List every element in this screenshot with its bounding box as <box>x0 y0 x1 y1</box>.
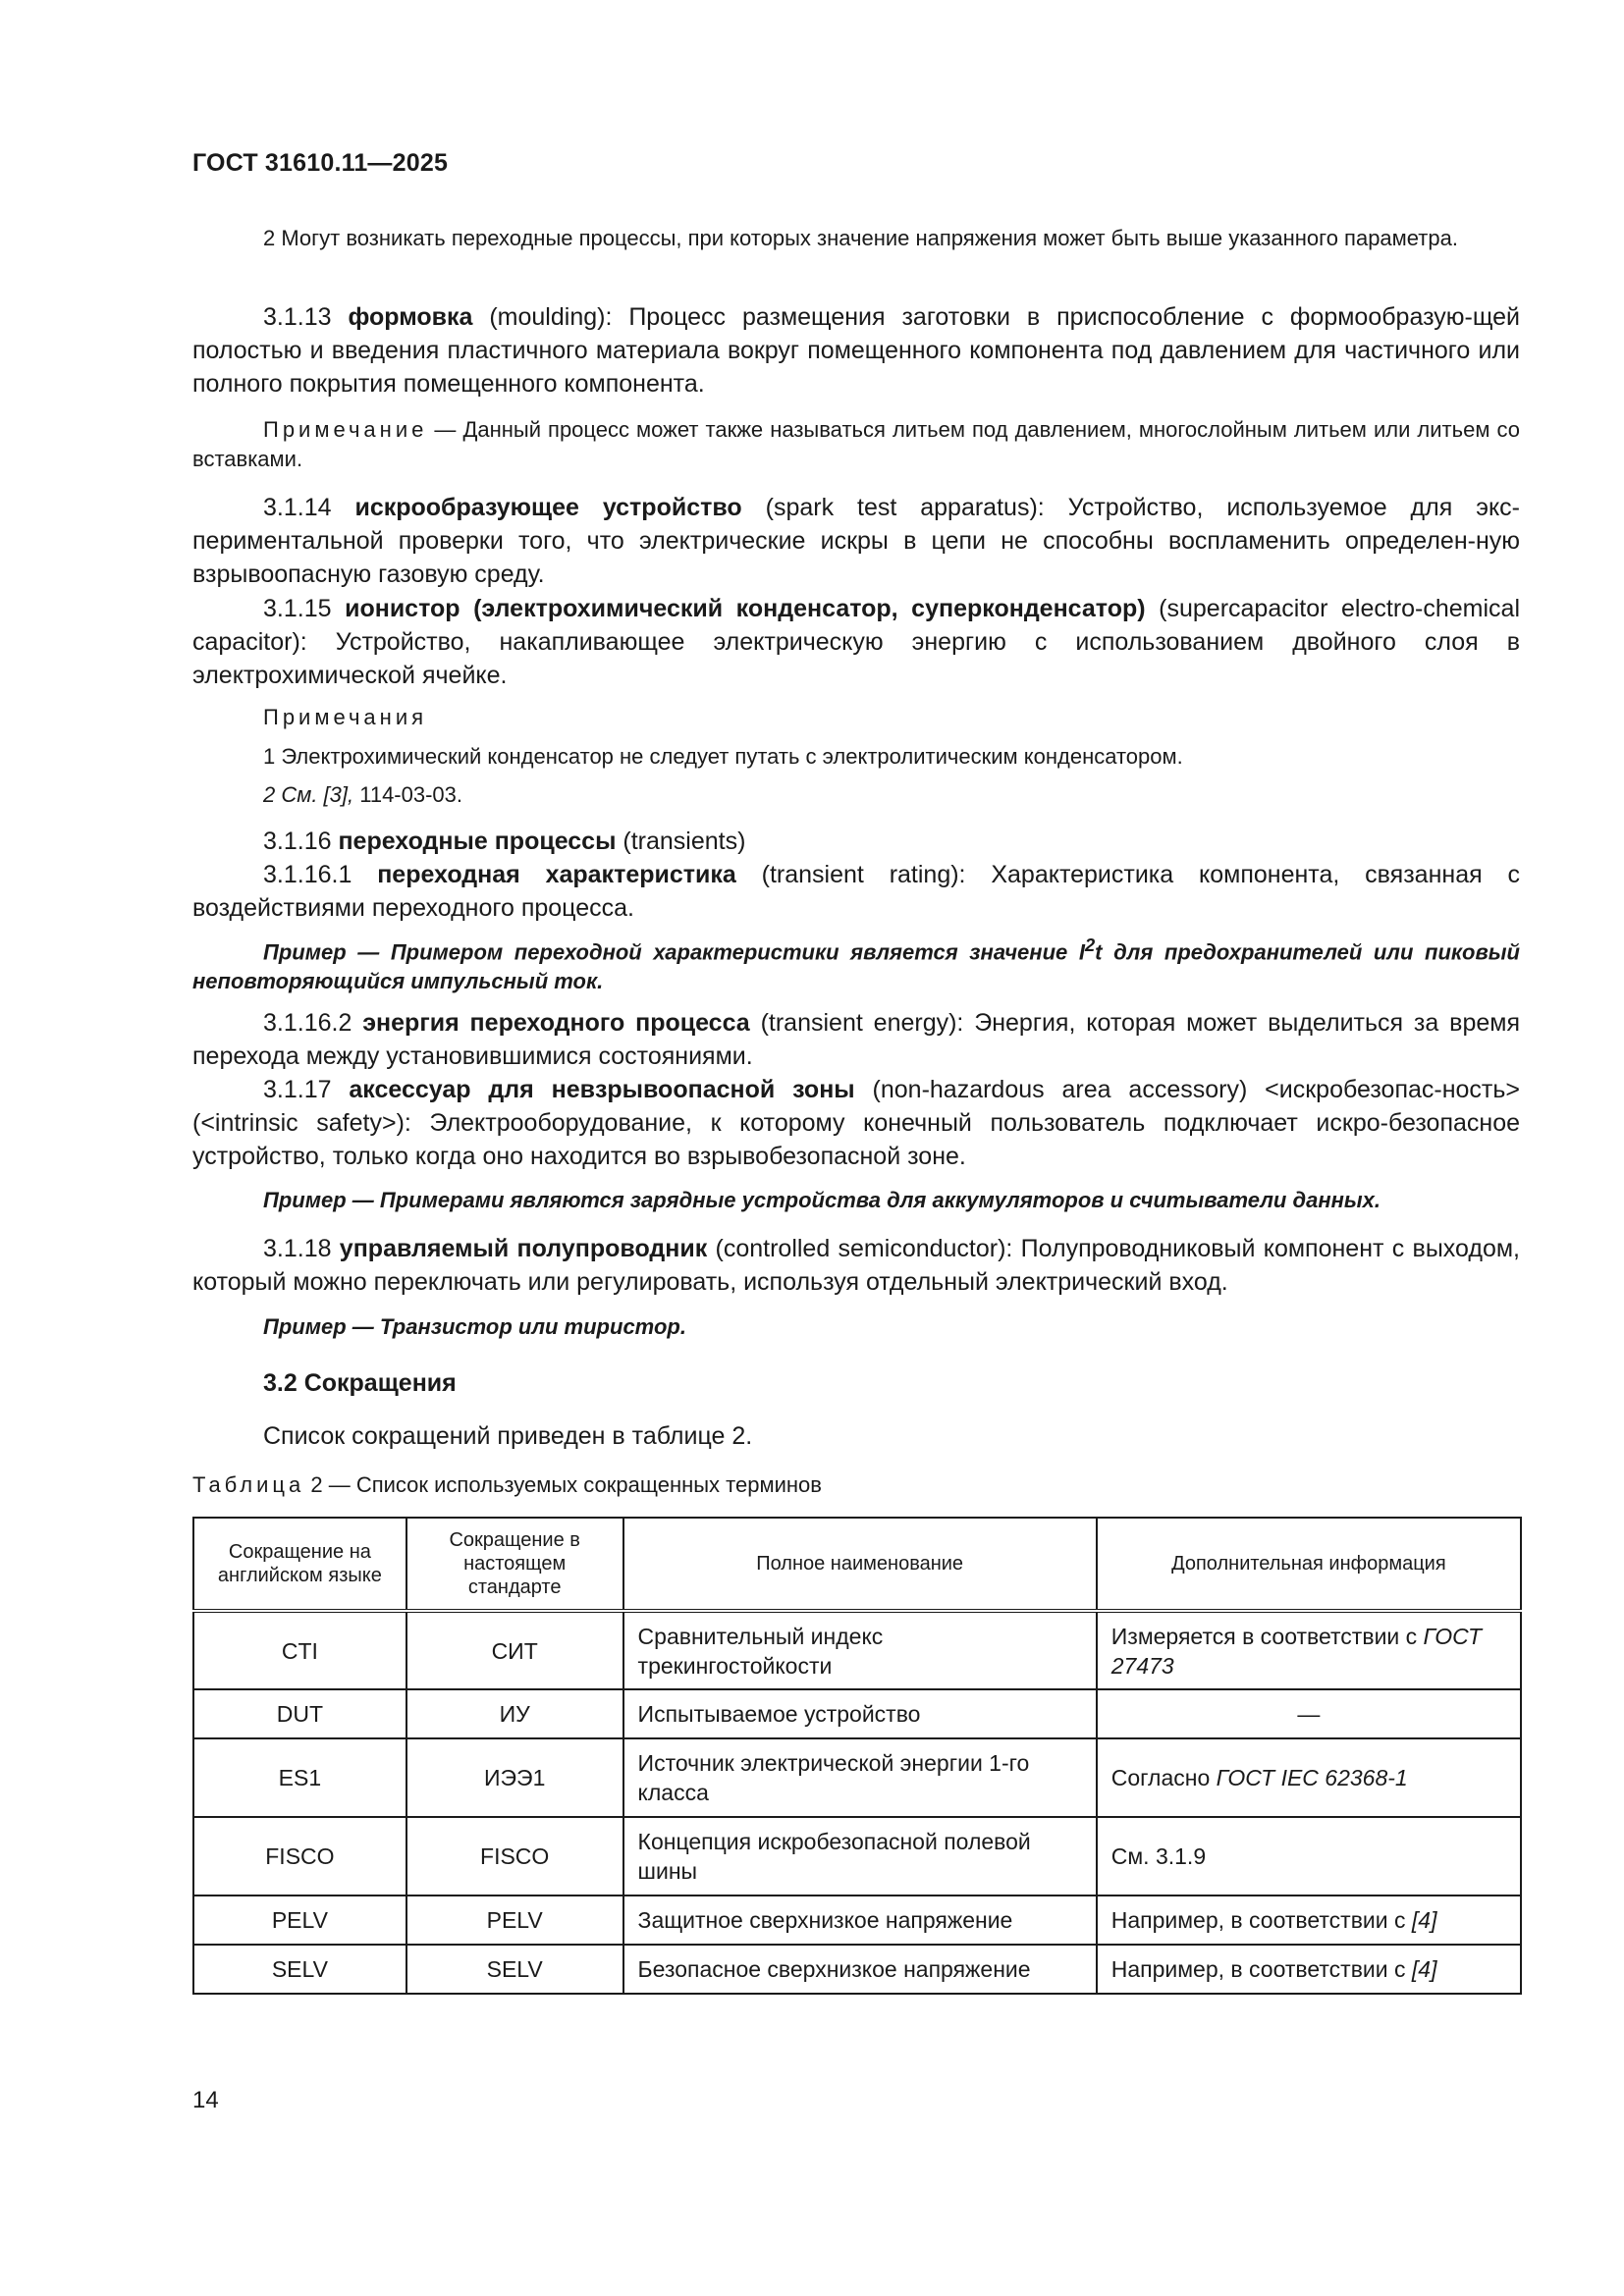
cell-info: Например, в соответствии с [4] <box>1097 1896 1521 1945</box>
example-3-1-17: Пример — Примерами являются зарядные устройства для аккумуляторов и считыватели данных. <box>263 1188 1381 1212</box>
term-3-1-17: 3.1.17 аксессуар для невзрывоопасной зоны (non-hazardous area accessory) <искробезопас-ность> (<intrinsic safety>): Электрооборудование, к которому конечный пользователь подключает искро-безопасное устройство, только когда оно находится во взрывобезопасной зоне. <box>192 1076 1520 1170</box>
cell-ru: PELV <box>406 1896 623 1945</box>
term-3-1-14: 3.1.14 искрообразующее устройство (spark test apparatus): Устройство, используемое для экс-периментальной проверки того, что электрические искры в цепи не способны воспламенить определен-ную взрывоопасную газовую среду. <box>192 494 1520 588</box>
cell-info: — <box>1097 1689 1521 1738</box>
term-3-1-16-1: 3.1.16.1 переходная характеристика (transient rating): Характеристика компонента, связанная с воздействиями переходного процесса. <box>192 861 1520 922</box>
table-row <box>193 1896 1521 1945</box>
cell-en: SELV <box>193 1945 406 1994</box>
cell-info: См. 3.1.9 <box>1097 1817 1521 1896</box>
term-3-1-16-2: 3.1.16.2 энергия переходного процесса (transient energy): Энергия, которая может выделиться за время перехода между установившимися состояниями. <box>192 1009 1520 1070</box>
note-2-paragraph: 2 Могут возникать переходные процессы, при которых значение напряжения может быть выше указанного параметра. <box>263 226 1458 250</box>
cell-full: Концепция искробезопасной полевой шины <box>623 1817 1097 1896</box>
cell-full: Источник электрической энергии 1-го класса <box>623 1738 1097 1817</box>
section-title: 3.2 Сокращения <box>263 1369 457 1397</box>
cell-en: FISCO <box>193 1817 406 1896</box>
table-row <box>193 1945 1521 1994</box>
header-full-name: Полное наименование <box>623 1518 1097 1611</box>
cell-full: Защитное сверхнизкое напряжение <box>623 1896 1097 1945</box>
note-1-3-1-15: 1 Электрохимический конденсатор не следует путать с электролитическим конденсатором. <box>263 744 1183 769</box>
cell-full: Сравнительный индекс трекингостойкости <box>623 1611 1097 1689</box>
cell-info: Например, в соответствии с [4] <box>1097 1945 1521 1994</box>
term-3-1-18: 3.1.18 управляемый полупроводник (controlled semiconductor): Полупроводниковый компонент с выходом, который можно переключать или регулировать, используя отдельный электрический вход. <box>192 1235 1520 1296</box>
table-header-row <box>193 1518 1521 1611</box>
cell-full: Безопасное сверхнизкое напряжение <box>623 1945 1097 1994</box>
table-row <box>193 1817 1521 1896</box>
document-header: ГОСТ 31610.11—2025 <box>192 149 449 177</box>
cell-ru: СИТ <box>406 1611 623 1689</box>
note-3-1-13: Примечание — Данный процесс может также называться литьем под давлением, многослойным литьем или литьем со вставками. <box>192 417 1520 471</box>
cell-ru: FISCO <box>406 1817 623 1896</box>
note-2-3-1-15: 2 См. [3], 114-03-03. <box>263 782 463 807</box>
header-standard-abbr: Сокращение в настоящем стандарте <box>406 1518 623 1611</box>
cell-info: Согласно ГОСТ IEC 62368-1 <box>1097 1738 1521 1817</box>
header-additional-info: Дополнительная информация <box>1097 1518 1521 1611</box>
table-row <box>193 1738 1521 1817</box>
section-intro: Список сокращений приведен в таблице 2. <box>263 1422 753 1450</box>
cell-en: PELV <box>193 1896 406 1945</box>
cell-en: ES1 <box>193 1738 406 1817</box>
table-caption: Таблица 2 — Список используемых сокращенных терминов <box>192 1472 822 1497</box>
notes-label-3-1-15: Примечания <box>263 705 428 729</box>
term-3-1-15: 3.1.15 ионистор (электрохимический конденсатор, суперконденсатор) (supercapacitor electro-chemical capacitor): Устройство, накапливающее электрическую энергию с использованием двойного слоя в электрохимической ячейке. <box>192 595 1521 689</box>
table-row <box>193 1611 1521 1689</box>
page-number: 14 <box>192 2087 219 2113</box>
cell-ru: SELV <box>406 1945 623 1994</box>
term-3-1-13: 3.1.13 формовка (moulding): Процесс размещения заготовки в приспособление с формообразую-щей полостью и введения пластичного материала вокруг помещенного компонента под давлением для частичного или полного покрытия помещенного компонента. <box>192 303 1520 398</box>
header-english-abbr: Сокращение на английском языке <box>193 1518 406 1611</box>
cell-full: Испытываемое устройство <box>623 1689 1097 1738</box>
cell-ru: ИЭЭ1 <box>406 1738 623 1817</box>
table-row <box>193 1689 1521 1738</box>
abbreviations-table <box>192 1517 1522 1995</box>
term-3-1-16: 3.1.16 переходные процессы (transients) <box>263 828 746 855</box>
cell-info: Измеряется в соответствии с ГОСТ 27473 <box>1097 1611 1521 1689</box>
cell-ru: ИУ <box>406 1689 623 1738</box>
example-3-1-18: Пример — Транзистор или тиристор. <box>263 1314 686 1339</box>
cell-en: CTI <box>193 1611 406 1689</box>
cell-en: DUT <box>193 1689 406 1738</box>
example-3-1-16-1: Пример — Примером переходной характеристики является значение $I^2t$ для предохранителей или пиковый неповторяющийся импульсный ток. <box>192 934 1520 994</box>
